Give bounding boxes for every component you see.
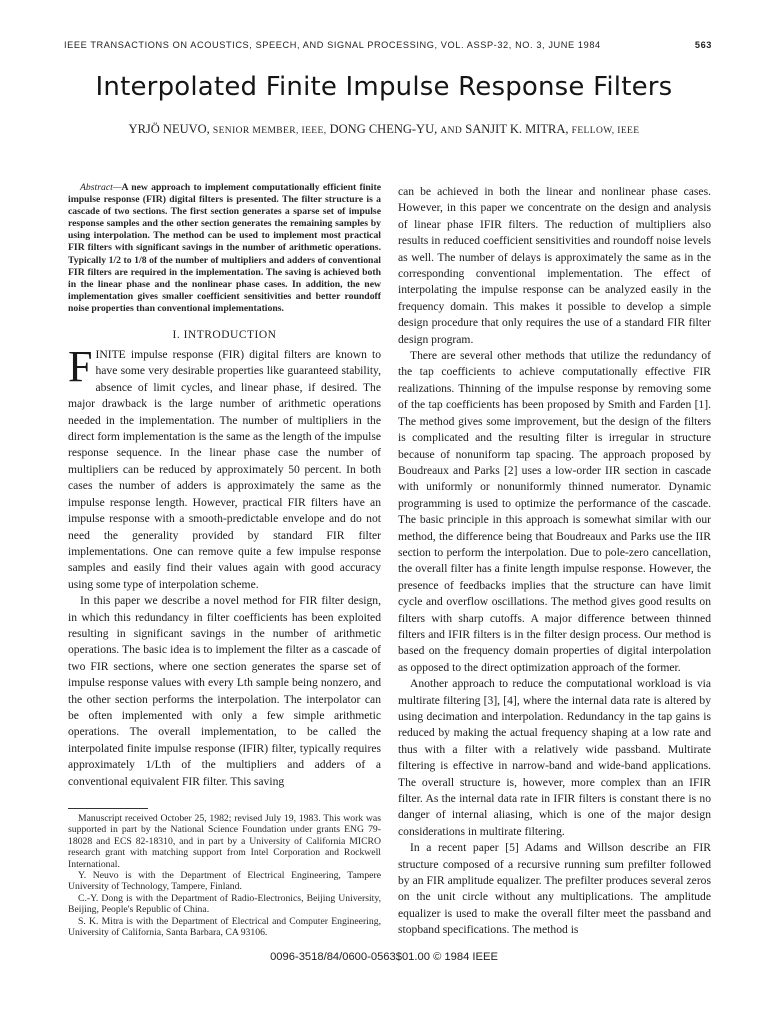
author-dong: DONG CHENG-YU, (329, 122, 438, 136)
left-column (68, 182, 381, 938)
footnote-manuscript: Manuscript received October 25, 1982; revised July 19, 1983. This work was supported in part by the National Science Foundation under grants ENG 79-18028 and ECS 82-18310, and in part by a University of California MICRO research grant with matching support from Intel Corporation and Rockwell International. (68, 813, 381, 870)
author-and: AND (440, 126, 463, 136)
intro-paragraph-2: In this paper we describe a novel method for FIR filter design, in which this redundancy in filter coefficients has been exploited resulting in significant savings in the number of arithmetic operations. The basic idea is to implement the filter as a cascade of two FIR sections, where one section generates the sparse set of impulse response values with every Lth sample being nonzero, and the other section performs the interpolation. The interpolator can be often implemented with only a few simple arithmetic operations. The overall implementation, to be called the interpolated finite impulse response (IFIR) filter, typically requires approximately 1/Lth of the multipliers and adders of a conventional equivalent FIR filter. This saving (68, 594, 381, 788)
page-number: 563 (694, 40, 712, 50)
section-heading-introduction: I. INTRODUCTION (172, 329, 277, 342)
author-mitra: SANJIT K. MITRA, (465, 122, 569, 136)
running-header (64, 40, 712, 54)
abstract-lead: Abstract— (80, 182, 122, 193)
footnote-rule (68, 808, 148, 809)
copyright-footer: 0096-3518/84/0600-0563$01.00 © 1984 IEEE (270, 951, 498, 963)
author-neuvo-role: SENIOR MEMBER, IEEE, (212, 126, 327, 136)
right-column (398, 184, 711, 939)
abstract-text: A new approach to implement computationally efficient finite impulse response (FIR) digital filters is presented. The filter structure is a cascade of two sections. The first section generates a sparse set of impulse response samples and the other section generates the remaining samples by using interpolation. The method can be used to implement most practical FIR filters with significant savings in the number of arithmetic operations. Typically 1/2 to 1/8 of the number of multipliers and adders of conventional FIR filters are required in the implementation. The saving is achieved both in the linear phase and the nonlinear phase cases. In addition, the new implementation gives smaller coefficient sensitivities and better roundoff noise properties than conventional implementations. (68, 182, 381, 314)
paper-title: Interpolated Finite Impulse Response Filters (95, 72, 673, 102)
drop-cap: F (68, 342, 93, 392)
author-neuvo: YRJÖ NEUVO, (128, 122, 210, 136)
right-paragraph-3: Another approach to reduce the computational workload is via multirate filtering [3], [4], where the internal data rate is altered by using decimation and interpolation. Redundancy in the tap gains is reduced by making the actual frequency shaping at a low rate and thus with a filter with a relatively wide passband. Multirate filtering is effective in narrow-band and wide-band applications. The overall structure is, however, more complex than an IFIR filter. As the internal data rate in IFIR filters is constant there is no danger of internal aliasing, which is one of the major design considerations in multirate filtering. (398, 677, 711, 838)
journal-header: IEEE TRANSACTIONS ON ACOUSTICS, SPEECH, AND SIGNAL PROCESSING, VOL. ASSP-32, NO. 3, JUNE 1984 (64, 40, 601, 50)
footnote-mitra: S. K. Mitra is with the Department of Electrical and Computer Engineering, University of California, Santa Barbara, CA 93106. (68, 915, 381, 939)
footnote-neuvo: Y. Neuvo is with the Department of Electrical Engineering, Tampere University of Technology, Tampere, Finland. (68, 870, 381, 893)
intro-paragraph-1 (68, 342, 381, 593)
author-line (0, 122, 768, 137)
right-paragraph-2: There are several other methods that utilize the redundancy of the tap coefficients to achieve computationally effective FIR realizations. Thinning of the impulse response by removing some of the tap coefficients has been proposed by Smith and Farden [1]. The method gives some improvement, but the design of the filters is complicated and the resulting filter is irregular in structure because of nonuniform tap spacing. The approach proposed by Boudreaux and Parks [2] uses a low-order IIR section in cascade with uniformly or nonuniformly thinned numerator. Dynamic programming is used to optimize the performance of the cascade. The basic principle in this approach is somewhat similar with our method, the difference being that Boudreaux and Parks use the IIR section to perform the interpolation. Due to pole-zero cancellation, the overall filter has a finite length impulse response. However, the presence of feedbacks implies that the structure can have limit cycle and overflow oscillations. The method gives good results on filters with sharp cutoffs. A major difference between thinned filters and IFIR filters is in the filter design process. Our method is based on the frequency domain properties of digital interpolation as opposed to the direct optimization approach of the former. (398, 349, 711, 674)
intro-paragraph-1-text: INITE impulse response (FIR) digital filters are known to have some very desirable properties like guaranteed stability, absence of limit cycles, and linear phase, if desired. The major drawback is the large number of arithmetic operations needed in the implementation. The number of multipliers in the direct form implementation is the same as the length of the impulse response sequence. In the linear phase case the number of multipliers can be reduced by approximately 50 percent. In both cases the number of adders is approximately the same as the impulse response length. However, practical FIR filters have an impulse response with a smooth-predictable envelope and do not need the generality provided by standard FIR filter implementations. One can remove quite a few impulse response samples and easily find their values again with good accuracy using some type of interpolation scheme. (68, 348, 381, 591)
author-mitra-role: FELLOW, IEEE (571, 126, 640, 136)
abstract (68, 182, 381, 315)
footnote-dong: C.-Y. Dong is with the Department of Radio-Electronics, Beijing University, Beijing, People's Republic of China. (68, 892, 381, 916)
right-paragraph-1: can be achieved in both the linear and nonlinear phase cases. However, in this paper we concentrate on the design and analysis of linear phase IFIR filters. The reduction of multipliers also results in reduced coefficient sensitivities and roundoff noise levels as well. The number of delays is approximately the same as in the corresponding conventional implementation. The effect of interpolating the impulse response can be analyzed easily in the frequency domain. This makes it possible to develop a simple design procedure that only requires the use of a standard FIR filter design program. (398, 185, 711, 346)
right-paragraph-4: In a recent paper [5] Adams and Willson describe an FIR structure composed of a recursive running sum prefilter followed by an FIR amplitude equalizer. The prefilter produces several zeros on the unit circle without any multiplications. The amplitude equalizer is used to make the overall filter meet the passband and stopband specifications. The method is (398, 841, 711, 937)
